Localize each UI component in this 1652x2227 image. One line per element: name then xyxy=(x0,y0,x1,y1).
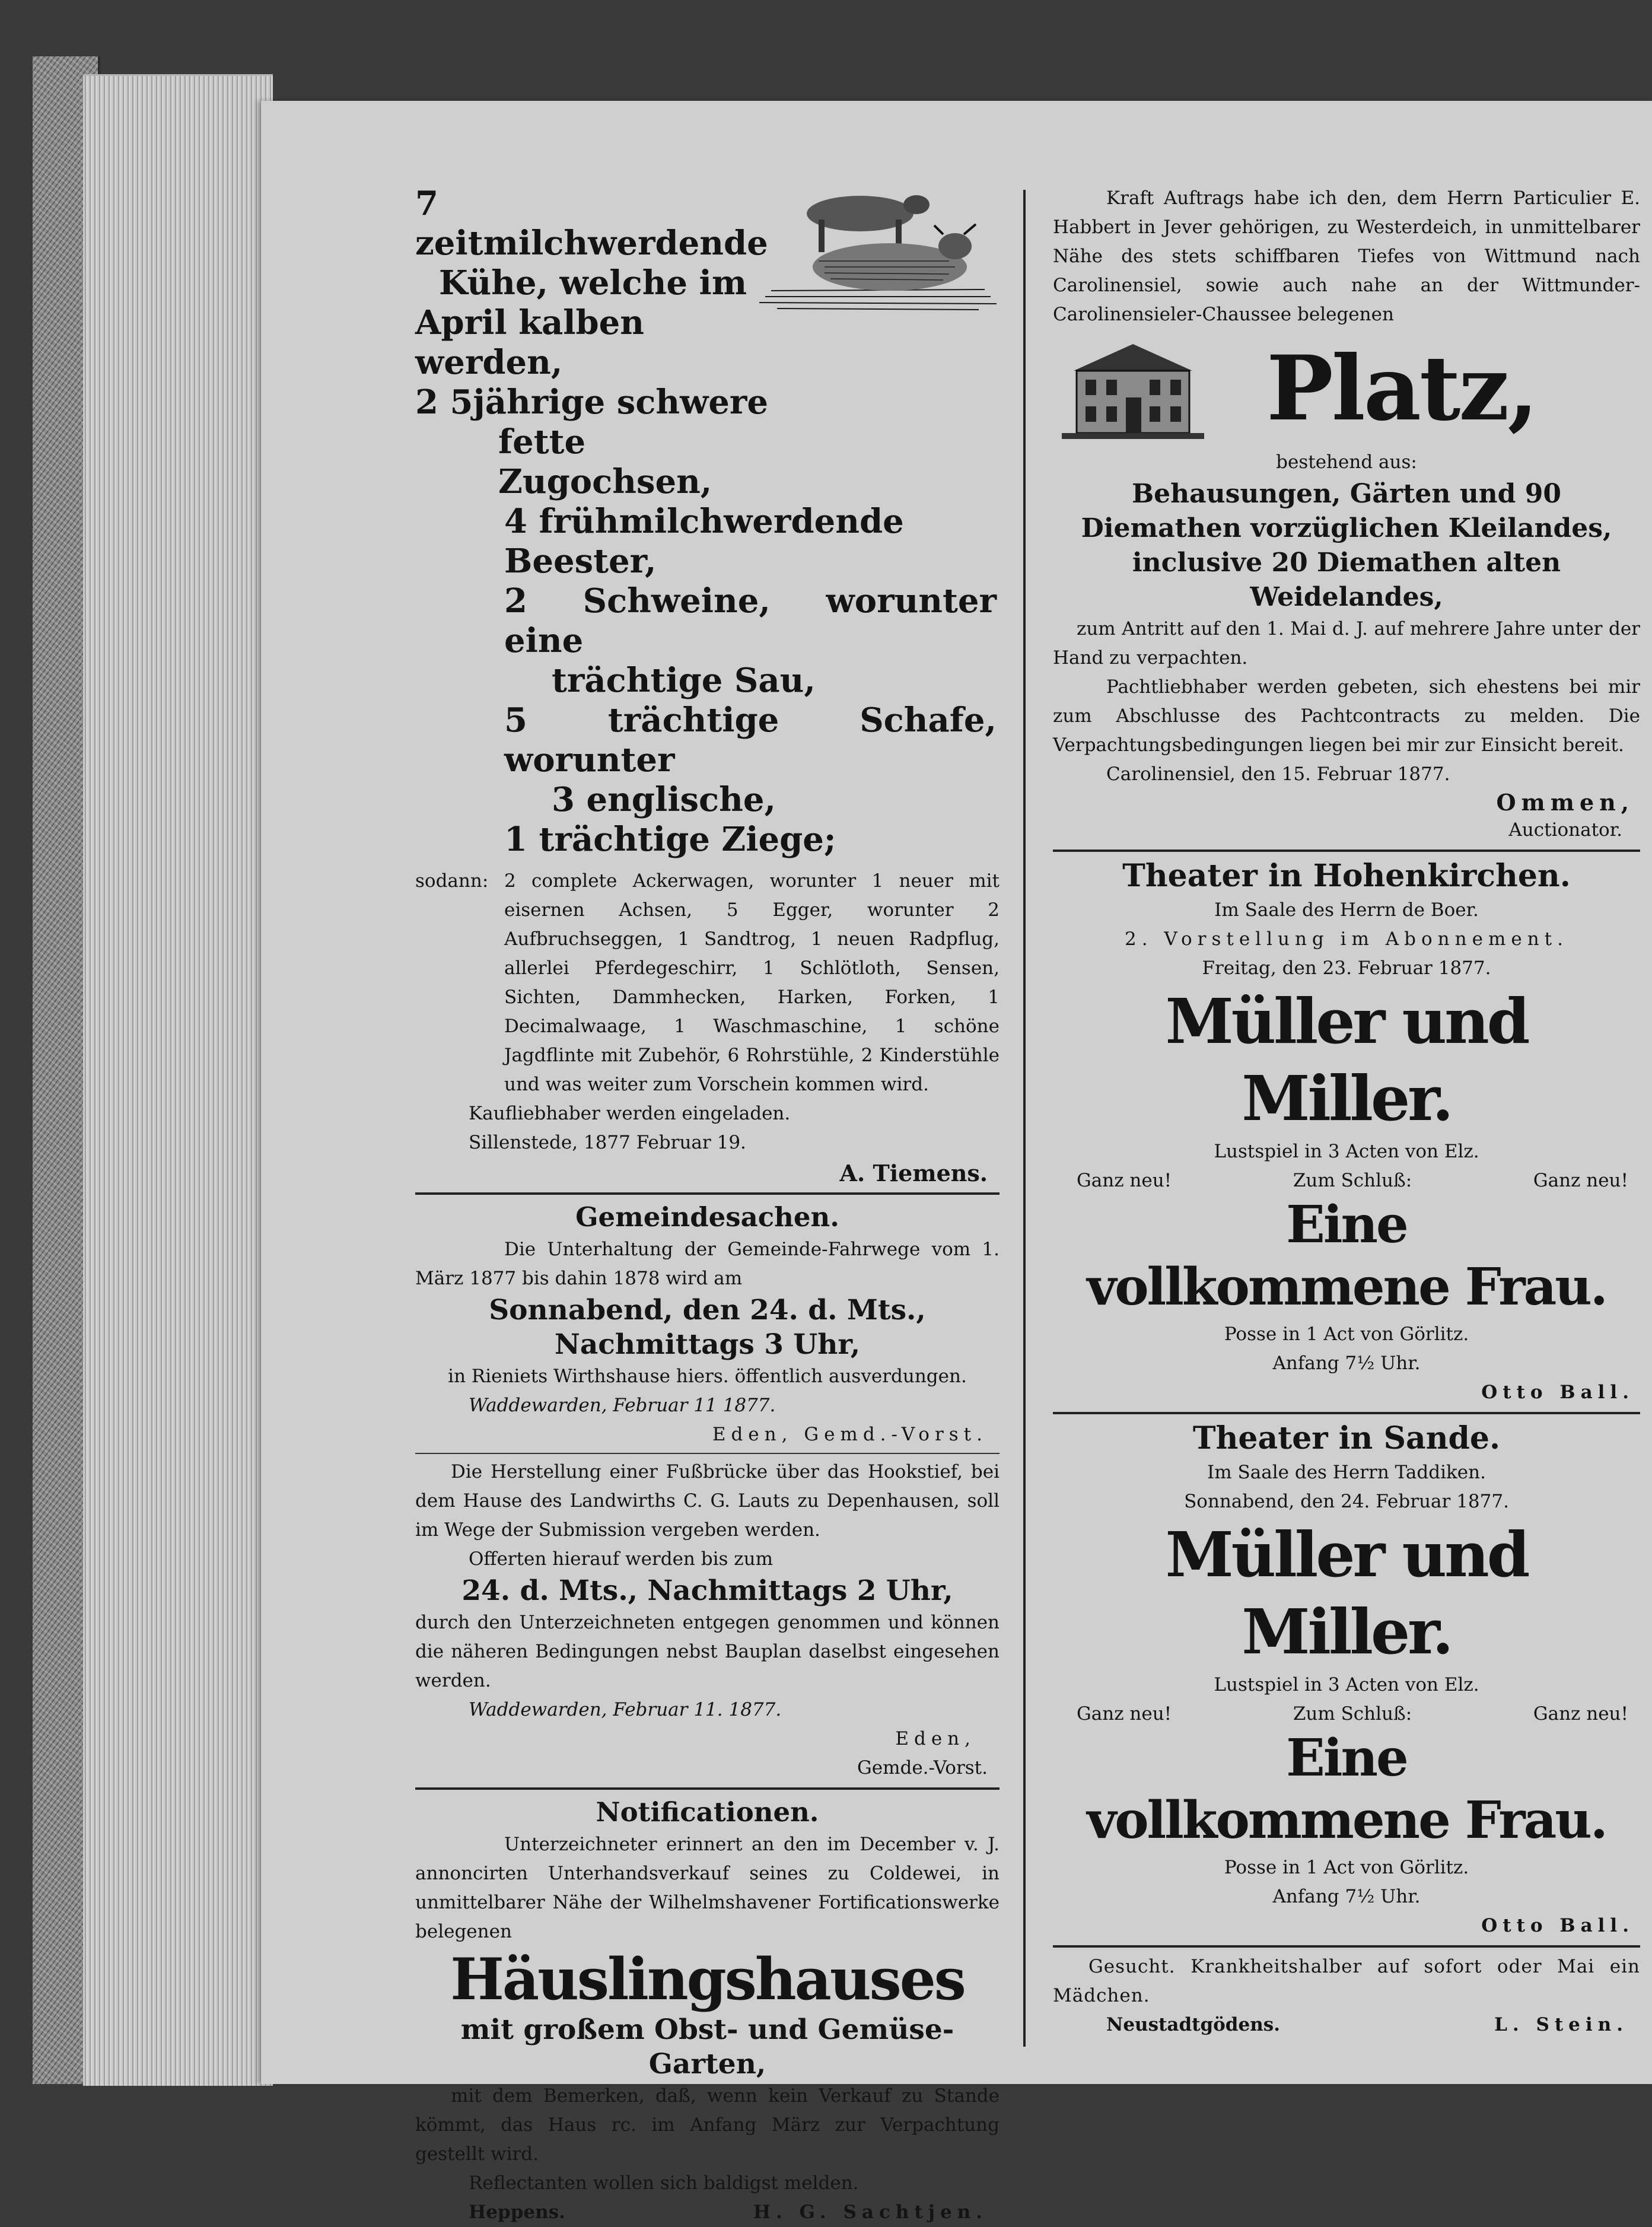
play-subtitle: Posse in 1 Act von Görlitz. xyxy=(1224,1324,1469,1345)
ganz-neu-right: Ganz neu! xyxy=(1533,1170,1628,1191)
section-rule xyxy=(1053,1412,1640,1414)
play-title: Müller und Miller. xyxy=(1165,985,1528,1135)
notice-footer xyxy=(415,2198,1000,2227)
place-date: Waddewarden, Februar 11 1877. xyxy=(469,1395,776,1416)
livestock-line: 7 zeitmilchwerdende xyxy=(415,184,768,263)
play-subtitle: Posse in 1 Act von Görlitz. xyxy=(1224,1857,1469,1878)
column-right xyxy=(1053,184,1640,2040)
place-date: Carolinensiel, den 15. Februar 1877. xyxy=(1106,763,1450,785)
zum-schluss: Zum Schluß: xyxy=(1293,1170,1412,1191)
signature: Otto Ball. xyxy=(1481,1382,1634,1403)
notice-emphasis: Behausungen, Gärten und 90 Diemathen vorzüglichen Kleilandes, inclusive 20 Diemathen alten Weidelandes, xyxy=(1081,479,1612,612)
play-subtitle: Lustspiel in 3 Acten von Elz. xyxy=(1214,1674,1479,1695)
column-left xyxy=(415,184,1000,2227)
notice-emphasis: mit großem Obst- und Gemüse- xyxy=(460,2013,954,2046)
column-divider xyxy=(1023,190,1026,2047)
livestock-line: trächtige Sau, xyxy=(552,661,816,700)
play-title-frau: vollkommene Frau. xyxy=(1087,1790,1606,1850)
notice-headline: Häuslingshauses xyxy=(450,1946,965,2013)
play-title-eine: Eine xyxy=(1286,1728,1407,1788)
notice-text: Reflectanten wollen sich baldigst melden. xyxy=(469,2172,859,2194)
notice-text: in Rieniets Wirthshause hiers. öffentlich ausverdungen. xyxy=(448,1366,967,1387)
notice-text: Pachtliebhaber werden gebeten, sich ehestens bei mir zum Abschlusse des Pachtcontracts zu melden. Die Verpachtungsbedingungen liegen bei mir zur Einsicht bereit. xyxy=(1053,676,1640,756)
notice-emphasis: 24. d. Mts., Nachmittags 2 Uhr, xyxy=(461,1574,953,1607)
newspaper-page xyxy=(261,101,1652,2223)
livestock-line: 4 frühmilchwerdende Beester, xyxy=(504,502,904,581)
play-subtitle: Lustspiel in 3 Acten von Elz. xyxy=(1214,1141,1479,1162)
signature: Eden, xyxy=(895,1728,976,1749)
section-rule xyxy=(1053,850,1640,852)
section-rule xyxy=(415,1192,1000,1195)
notice-text: Gesucht. Krankheitshalber auf sofort oder Mai ein Mädchen. xyxy=(1053,1956,1640,2006)
cattle-illustration xyxy=(753,178,1002,314)
play-start: Anfang 7½ Uhr. xyxy=(1272,1353,1421,1374)
theater-line: 2. Vorstellung im Abonnement. xyxy=(1125,928,1568,950)
theater-heading: Theater in Sande. xyxy=(1192,1420,1501,1456)
theater-date: Sonnabend, den 24. Februar 1877. xyxy=(1184,1491,1509,1512)
notice-emphasis: Garten, xyxy=(648,2048,766,2080)
sodann-label: sodann: xyxy=(415,870,489,892)
place: Heppens. xyxy=(469,2201,565,2223)
livestock-list xyxy=(415,184,771,502)
notice-footer xyxy=(1053,2010,1640,2040)
platz-headline: Platz, xyxy=(1266,336,1537,441)
house-illustration xyxy=(1062,335,1204,442)
signature: Eden, Gemd.-Vorst. xyxy=(712,1424,988,1445)
signature: A. Tiemens. xyxy=(839,1160,988,1186)
sodann-text: 2 complete Ackerwagen, worunter 1 neuer mit eisernen Achsen, 5 Egger, worunter 2 Aufbruchseggen, 1 Sandtrog, 1 neuen Radpflug, allerlei Pferdegeschirr, 1 Schlötloth, Sensen, Sichten, Dammhecken, Harken, Forken, 1 Decimalwaage, 1 Waschmaschine, 1 schöne Jagdflinte mit Zubehör, 6 Rohrstühle, 2 Kinderstühle und was weiter zum Vorschein kommen wird. xyxy=(504,870,1000,1095)
livestock-line: 2 Schweine, worunter eine xyxy=(504,581,997,660)
theater-heading: Theater in Hohenkirchen. xyxy=(1122,858,1571,894)
notice-text: mit dem Bemerken, daß, wenn kein Verkauf zu Stande kömmt, das Haus rc. im Anfang März zur Verpachtung gestellt wird. xyxy=(415,2085,1000,2165)
signature: H. G. Sachtjen. xyxy=(753,2201,988,2223)
theater-venue: Im Saale des Herrn Taddiken. xyxy=(1207,1462,1486,1483)
livestock-line: fette Zugochsen, xyxy=(498,422,712,501)
place-date: Sillenstede, 1877 Februar 19. xyxy=(469,1132,746,1153)
play-start: Anfang 7½ Uhr. xyxy=(1272,1886,1421,1907)
theater-date: Freitag, den 23. Februar 1877. xyxy=(1202,957,1491,979)
livestock-line: April kalben werden, xyxy=(415,303,645,382)
theater-venue: Im Saale des Herrn de Boer. xyxy=(1214,899,1479,921)
signature-title: Auctionator. xyxy=(1508,819,1622,841)
notice-text: Die Unterhaltung der Gemeinde-Fahrwege vom 1. März 1877 bis dahin 1878 wird am xyxy=(415,1239,1000,1289)
section-heading: Gemeindesachen. xyxy=(575,1201,839,1233)
section-rule xyxy=(415,1787,1000,1790)
place: Neustadtgödens. xyxy=(1106,2014,1280,2035)
play-title-eine: Eine xyxy=(1286,1195,1407,1255)
zum-schluss: Zum Schluß: xyxy=(1293,1703,1412,1725)
signature: Otto Ball. xyxy=(1481,1915,1634,1936)
page-edges xyxy=(83,74,273,2086)
signature: L. Stein. xyxy=(1494,2014,1628,2035)
signature: Ommen, xyxy=(1496,789,1634,816)
place-date: Waddewarden, Februar 11. 1877. xyxy=(469,1699,782,1720)
livestock-line: 2 5jährige schwere xyxy=(415,383,769,422)
kaufliebhaber-note: Kaufliebhaber werden eingeladen. xyxy=(469,1103,791,1124)
platz-block xyxy=(1053,329,1640,448)
section-heading: Notificationen. xyxy=(596,1796,819,1828)
ganz-neu-right: Ganz neu! xyxy=(1533,1703,1628,1725)
notice-text: Kraft Auftrags habe ich den, dem Herrn Particulier E. Habbert in Jever gehörigen, zu Westerdeich, in unmittelbarer Nähe des stets schiffbaren Tiefes von Wittmund nach Carolinensiel, sowie auch nahe an der Wittmunder-Carolinensieler-Chaussee belegenen xyxy=(1053,187,1640,325)
notice-emphasis: Sonnabend, den 24. d. Mts., xyxy=(489,1294,926,1326)
play-title-frau: vollkommene Frau. xyxy=(1087,1257,1606,1317)
notice-text: Die Herstellung einer Fußbrücke über das Hookstief, bei dem Hause des Landwirths C. G. Lauts zu Depenhausen, soll im Wege der Submission vergeben werden. xyxy=(415,1461,1000,1541)
notice-text: zum Antritt auf den 1. Mai d. J. auf mehrere Jahre unter der Hand zu verpachten. xyxy=(1053,618,1640,669)
notice-text: durch den Unterzeichneten entgegen genommen und können die näheren Bedingungen nebst Bauplan daselbst eingesehen werden. xyxy=(415,1612,1000,1691)
signature-title: Gemde.-Vorst. xyxy=(857,1757,988,1779)
ganz-neu-left: Ganz neu! xyxy=(1077,1170,1172,1191)
livestock-line: 3 englische, xyxy=(552,780,776,819)
livestock-line: 1 trächtige Ziege; xyxy=(504,820,836,859)
notice-text: bestehend aus: xyxy=(1276,451,1417,473)
ganz-neu-left: Ganz neu! xyxy=(1077,1703,1172,1725)
section-rule xyxy=(1053,1945,1640,1948)
ganz-neu-row xyxy=(1053,1166,1640,1195)
livestock-line: 5 trächtige Schafe, worunter xyxy=(504,701,997,780)
notice-rule xyxy=(415,1453,1000,1454)
livestock-list-cont xyxy=(415,502,997,860)
notice-text: Offerten hierauf werden bis zum xyxy=(469,1548,773,1570)
notice-emphasis: Nachmittags 3 Uhr, xyxy=(554,1328,861,1361)
livestock-line: Kühe, welche im xyxy=(439,263,747,303)
sodann-block xyxy=(415,867,1000,1099)
notice-text: Unterzeichneter erinnert an den im December v. J. annoncirten Unterhandsverkauf seines zu Coldewei, in unmittelbarer Nähe der Wilhelmshavener Fortificationswerke belegenen xyxy=(415,1834,1000,1942)
play-title: Müller und Miller. xyxy=(1165,1518,1528,1668)
ganz-neu-row xyxy=(1053,1700,1640,1729)
